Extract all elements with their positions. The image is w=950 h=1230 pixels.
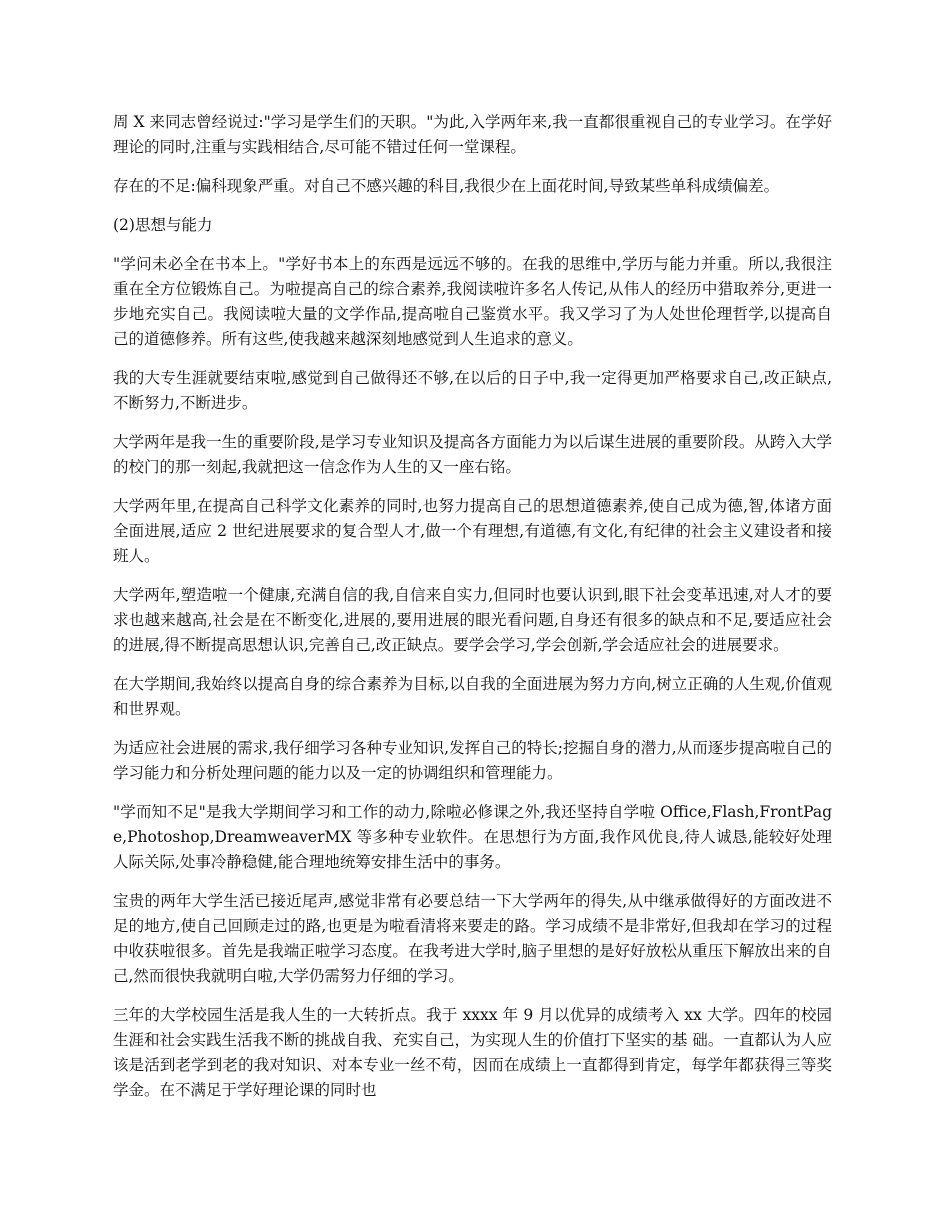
paragraph-self-study: "学而知不足"是我大学期间学习和工作的动力,除啦必修课之外,我还坚持自学啦 Office,Flash,FrontPage,Photoshop,DreamweaverMX 等多种专业软件。在思想行为方面,我作风优良,待人诚恳,能较好处理人际关际,处事冷静稳健,能合理地统筹安排生活中的事务。 [113,803,832,871]
paragraph-goals: 在大学期间,我始终以提高自身的综合素养为目标,以自我的全面进展为努力方向,树立正确的人生观,价值观和世界观。 [113,675,832,718]
paragraph-turning-point: 三年的大学校园生活是我人生的一大转折点。我于 xxxx 年 9 月以优异的成绩考入 xx 大学。四年的校园生涯和社会实践生活我不断的挑战自我、充实自己，为实现人生的价值打下坚实的基 础。一直都认为人应该是活到老学到老的我对知识、对本专业一丝不苟，因而在成绩上一直都得到肯定，每学年都获得三等奖学金。在不满足于学好理论课的同时也 [113,1006,832,1099]
paragraph-important-stage: 大学两年是我一生的重要阶段,是学习专业知识及提高各方面能力为以后谋生进展的重要阶段。从跨入大学的校门的那一刻起,我就把这一信念作为人生的又一座右铭。 [113,433,832,476]
section-heading-thought-ability: (2)思想与能力 [113,216,213,234]
paragraph-confidence: 大学两年,塑造啦一个健康,充满自信的我,自信来自实力,但同时也要认识到,眼下社会变革迅速,对人才的要求也越来越高,社会是在不断变化,进展的,要用进展的眼光看问题,自身还有很多的缺点和不足,要适应社会的进展,得不断提高思想认识,完善自己,改正缺点。要学会学习,学会创新,学会适应社会的进展要求。 [113,586,832,654]
paragraph-shortcomings: 存在的不足:偏科现象严重。对自己不感兴趣的科目,我很少在上面花时间,导致某些单科成绩偏差。 [113,177,780,195]
paragraph-knowledge: "学问未必全在书本上。"学好书本上的东西是远远不够的。在我的思维中,学历与能力并重。所以,我很注重在全方位锻炼自己。为啦提高自己的综合素养,我阅读啦许多名人传记,从伟人的经历中猎取养分,更进一步地充实自己。我阅读啦大量的文学作品,提高啦自己鉴赏水平。我又学习了为人处世伦理哲学,以提高自己的道德修养。所有这些,使我越来越深刻地感觉到人生追求的意义。 [113,255,832,348]
paragraph-summary: 宝贵的两年大学生活已接近尾声,感觉非常有必要总结一下大学两年的得失,从中继承做得好的方面改进不足的地方,使自己回顾走过的路,也更是为啦看清将来要走的路。学习成绩不是非常好,但我却在学习的过程中收获啦很多。首先是我端正啦学习态度。在我考进大学时,脑子里想的是好好放松从重压下解放出来的自己,然而很快我就明白啦,大学仍需努力仔细的学习。 [113,892,832,985]
paragraph-study: 周 X 来同志曾经说过:"学习是学生们的天职。"为此,入学两年来,我一直都很重视自己的专业学习。在学好理论的同时,注重与实践相结合,尽可能不错过任何一堂课程。 [113,113,832,156]
paragraph-adaptation: 为适应社会进展的需求,我仔细学习各种专业知识,发挥自己的特长;挖掘自身的潜力,从而逐步提高啦自己的学习能力和分析处理问题的能力以及一定的协调组织和管理能力。 [113,739,832,782]
paragraph-college-ending: 我的大专生涯就要结束啦,感觉到自己做得还不够,在以后的日子中,我一定得更加严格要求自己,改正缺点,不断努力,不断进步。 [113,369,832,412]
paragraph-moral-quality: 大学两年里,在提高自己科学文化素养的同时,也努力提高自己的思想道德素养,使自己成为德,智,体诸方面全面进展,适应 2 世纪进展要求的复合型人才,做一个有理想,有道德,有文化,有纪律的社会主义建设者和接班人。 [113,497,832,565]
